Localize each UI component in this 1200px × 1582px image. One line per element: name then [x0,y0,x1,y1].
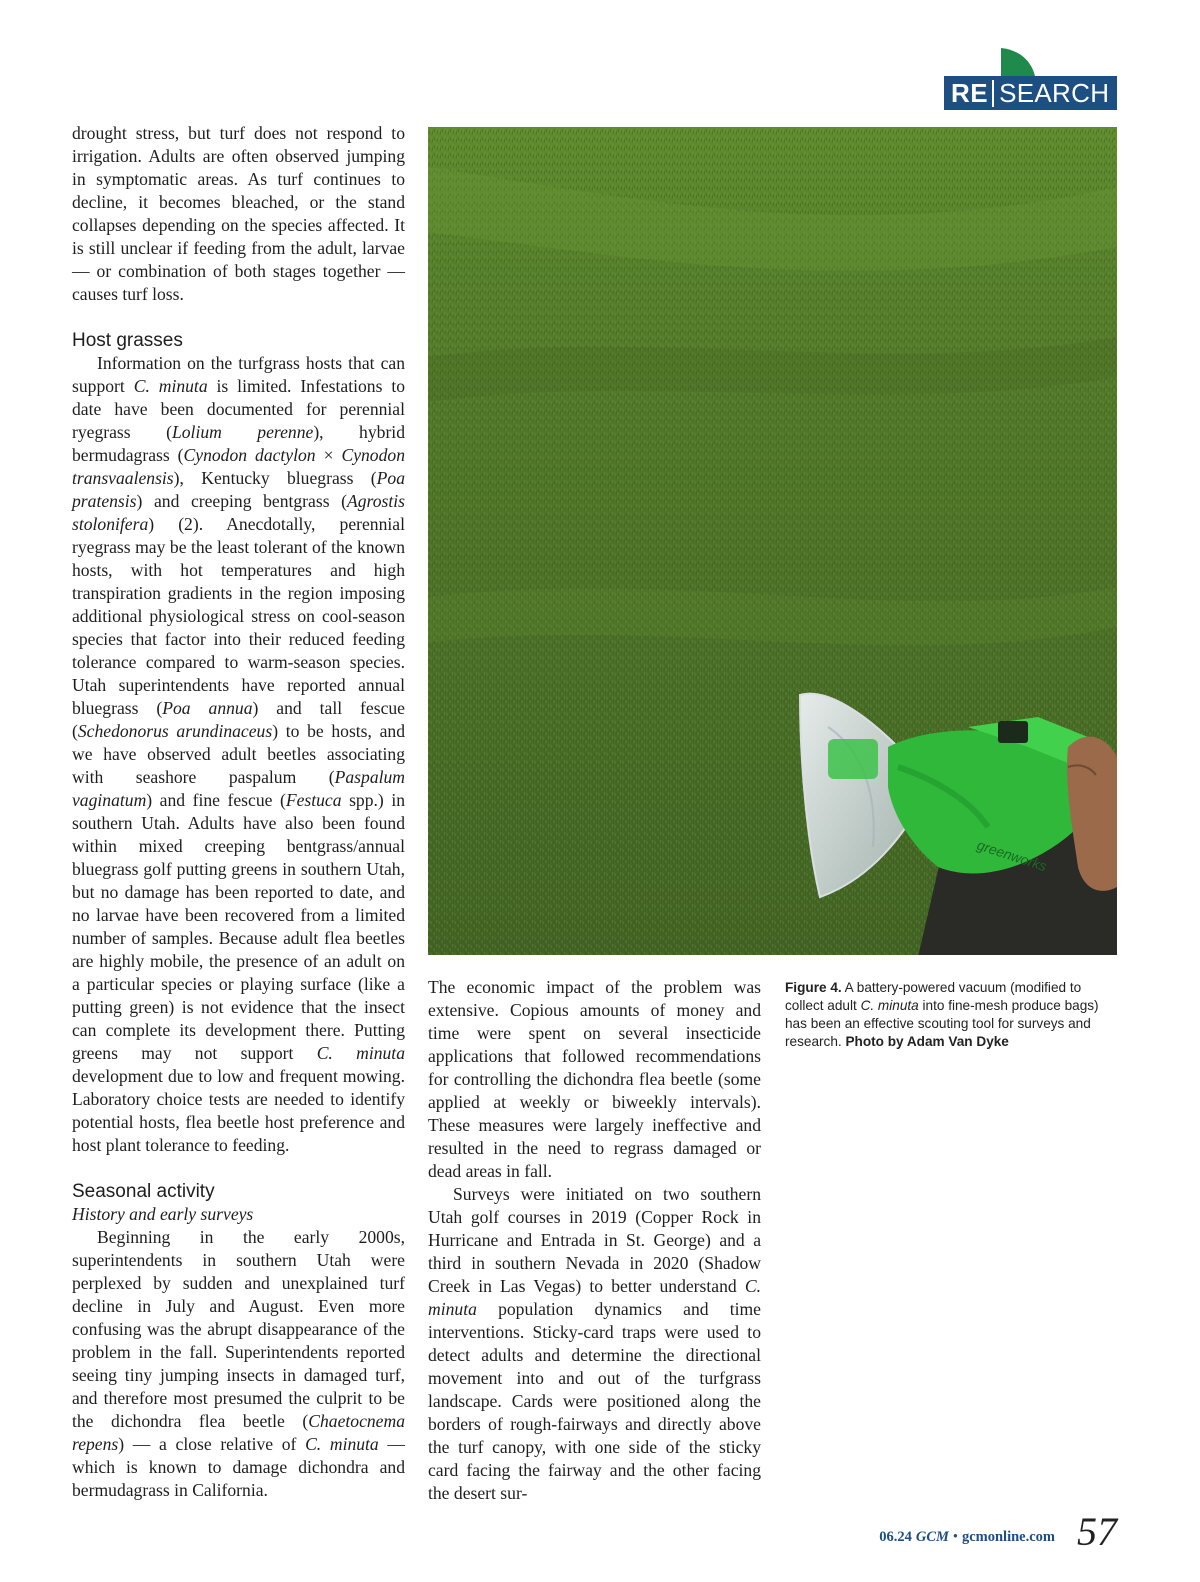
host-grasses-paragraph: Information on the turfgrass hosts that can support C. minuta is limited. Infestations to date have been documented for perennial ryegrass (Lolium perenne), hybrid bermudagrass (Cynodon dactylon × Cynodon transvaalensis), Kentucky bluegrass (Poa pratensis) and creeping bentgrass (Agrostis stolonifera) (2). Anecdotally, perennial ryegrass may be the least tolerant of the known hosts, with hot temperatures and high transpiration gradients in the region imposing additional physiological stress on cool-season species that factor into their reduced feeding tolerance compared to warm-season species. Utah superintendents have reported annual bluegrass (Poa annua) and tall fescue (Schedonorus arundinaceus) to be hosts, and we have observed adult beetles associating with seashore paspalum (Paspalum vaginatum) and fine fescue (Festuca spp.) in southern Utah. Adults have also been found within mixed creeping bentgrass/annual bluegrass golf putting greens in southern Utah, but no damage has been reported to date, and no larvae have been recovered from a limited number of samples. Because adult flea beetles are highly mobile, the presence of an adult on a particular species or playing surface (like a putting green) is not evidence that the insect can complete its development there. Putting greens may not support C. minuta development due to low and frequent mowing. Laboratory choice tests are needed to identify potential hosts, flea beetle host preference and host plant tolerance to feeding. [72,353,406,1155]
badge-search: SEARCH [999,78,1110,108]
footer-magazine: GCM [915,1529,949,1545]
device-brand-label: greenworks [975,836,1049,875]
seasonal-activity-heading: Seasonal activity [72,1181,215,1202]
economic-paragraph: The economic impact of the problem was extensive. Copious amounts of money and time were spent on several insecticide applications that followed recommendations for controlling the dichondra flea beetle (some applied at weekly or biweekly intervals). These measures were largely ineffective and resulted in the need to regrass damaged or dead areas in fall. [428,977,761,1181]
footer-separator: • [952,1529,958,1545]
middle-column [428,976,761,1505]
intro-paragraph: drought stress, but turf does not respond to irrigation. Adults are often observed jumping in symptomatic areas. As turf continues to decline, it becomes bleached, or the stand collapses depending on the species affected. It is still unclear if feeding from the adult, larvae — or combination of both stages together — causes turf loss. [72,123,405,304]
footer-issue: 06.24 [879,1529,912,1545]
figure-caption: Figure 4. A battery-powered vacuum (modified to collect adult C. minuta into fine-mesh produce bags) has been an effective scouting tool for surveys and research. Photo by Adam Van Dyke [785,980,1099,1049]
figure-label: Figure 4. [785,980,842,995]
leaf-logo-icon [1001,48,1035,76]
left-column [72,122,405,1502]
footer-website: gcmonline.com [961,1529,1055,1545]
photo-illustration [428,127,1117,955]
host-grasses-heading: Host grasses [72,330,183,351]
badge-divider [992,80,994,107]
page-number: 57 [1077,1509,1117,1554]
turf-vacuum-photo [428,127,1117,955]
badge-re: RE [951,78,989,108]
page-footer [879,1509,1117,1554]
badge-bar [944,76,1117,110]
research-section-badge [944,48,1117,110]
seasonal-paragraph: Beginning in the early 2000s, superintendents in southern Utah were perplexed by sudden and unexplained turf decline in July and August. Even more confusing was the abrupt disappearance of the problem in the fall. Superintendents reported seeing tiny jumping insects in damaged turf, and therefore most presumed the culprit to be the dichondra flea beetle (Chaetocnema repens) — a close relative of C. minuta — which is known to damage dichondra and bermudagrass in California. [72,1227,405,1500]
history-subheading: History and early surveys [72,1204,254,1224]
surveys-paragraph: Surveys were initiated on two southern Utah golf courses in 2019 (Copper Rock in Hurricane and Entrada in St. George) and a third in southern Nevada in 2020 (Shadow Creek in Las Vegas) to better understand C. minuta population dynamics and time interventions. Sticky-card traps were used to detect adults and determine the directional movement into and out of the turfgrass landscape. Cards were positioned along the borders of rough-fairways and directly above the turf canopy, with one side of the sticky card facing the fairway and the other facing the desert sur- [428,1184,761,1503]
photo-credit: Photo by Adam Van Dyke [845,1034,1009,1049]
